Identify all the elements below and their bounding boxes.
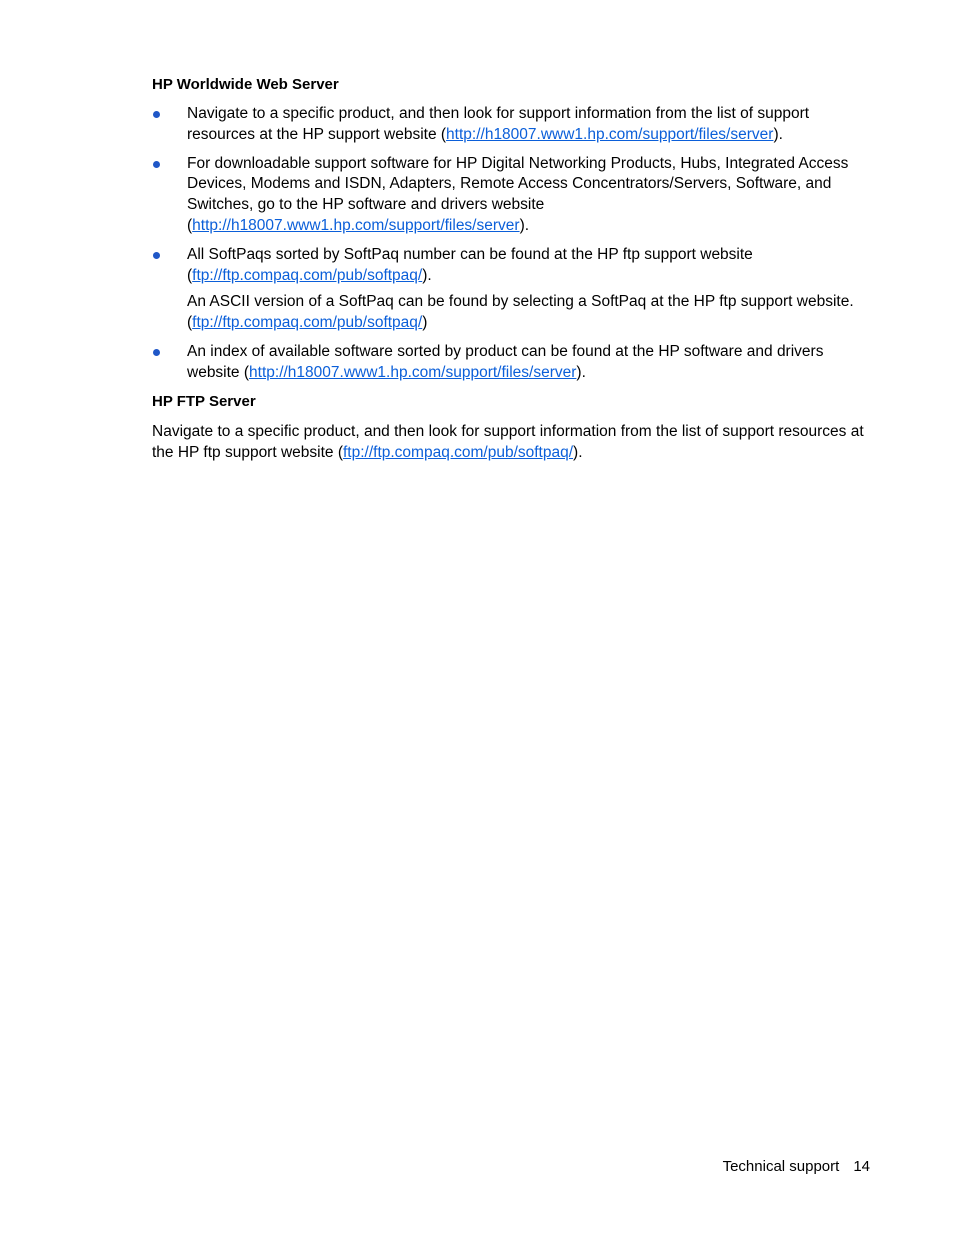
ftp-softpaq-link[interactable]: ftp://ftp.compaq.com/pub/softpaq/	[342, 443, 574, 461]
ftp-server-paragraph: Navigate to a specific product, and then look for support information from the list of support resources at the HP ftp support website (ftp://ftp.compaq.com/pub/softpaq/).	[152, 423, 864, 461]
bullet-icon	[153, 111, 160, 118]
page-footer	[723, 1158, 870, 1176]
software-drivers-link[interactable]: http://h18007.www1.hp.com/support/files/server	[192, 216, 520, 234]
bullet-icon	[153, 252, 160, 259]
softpaq-ftp-link[interactable]: ftp://ftp.compaq.com/pub/softpaq/	[192, 266, 423, 284]
list-item-subtext: An ASCII version of a SoftPaq can be found by selecting a SoftPaq at the HP ftp support website. (ftp://ftp.compaq.com/pub/softpaq/)	[187, 293, 854, 332]
software-index-link[interactable]: http://h18007.www1.hp.com/support/files/server	[249, 363, 577, 381]
bullet-icon	[153, 161, 160, 168]
list-item	[152, 104, 872, 146]
bullet-icon	[153, 349, 160, 356]
footer-section-label: Technical support	[722, 1158, 840, 1175]
ascii-softpaq-ftp-link[interactable]: ftp://ftp.compaq.com/pub/softpaq/	[192, 314, 423, 332]
list-item	[152, 342, 872, 384]
list-item	[152, 154, 872, 237]
web-server-bullet-list	[152, 104, 872, 392]
list-item-text: An index of available software sorted by product can be found at the HP software and drivers website (http://h18007.www1.hp.com/support/files/server).	[187, 342, 824, 381]
support-files-link[interactable]: http://h18007.www1.hp.com/support/files/server	[446, 125, 774, 143]
list-item-text: All SoftPaqs sorted by SoftPaq number can be found at the HP ftp support website (ftp://ftp.compaq.com/pub/softpaq/).	[187, 245, 753, 284]
section-heading-ftp-server: HP FTP Server	[152, 393, 256, 410]
list-item-text: Navigate to a specific product, and then look for support information from the list of support resources at the HP support website (http://h18007.www1.hp.com/support/files/server).	[187, 105, 810, 143]
section-heading-web-server: HP Worldwide Web Server	[152, 76, 339, 93]
list-item-text: For downloadable support software for HP Digital Networking Products, Hubs, Integrated Access Devices, Modems and ISDN, Adapters, Remote Access Concentrators/Servers, Software, and Switches, go to the HP software and drivers website (http://h18007.www1.hp.com/support/files/server).	[187, 154, 849, 234]
page-number: 14	[853, 1158, 870, 1175]
list-item	[152, 245, 872, 334]
